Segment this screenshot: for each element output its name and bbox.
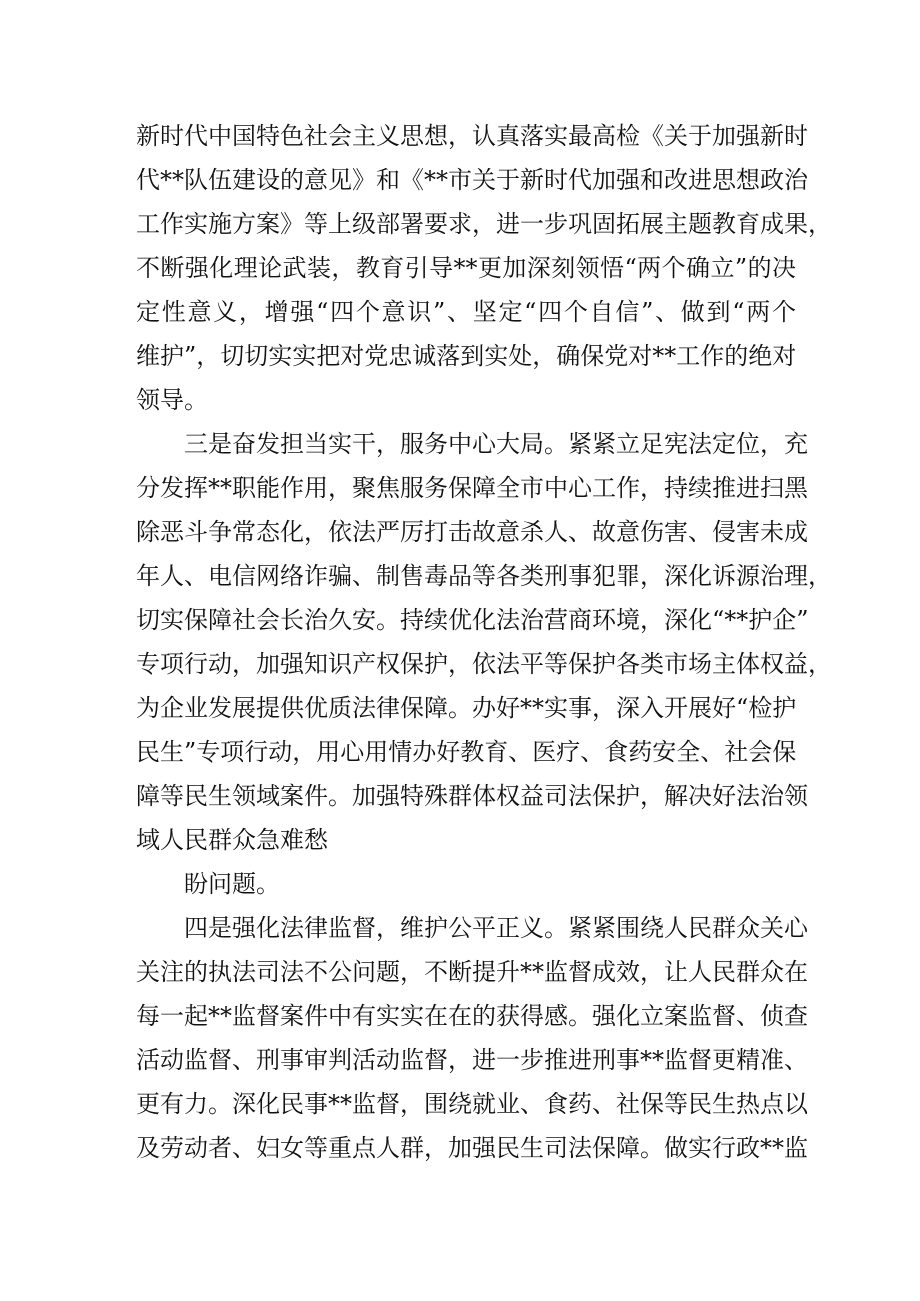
- text-line: 更有力。深化民事**监督，围绕就业、食药、社保等民生热点以: [136, 1090, 808, 1118]
- text-line: 为企业发展提供优质法律保障。办好**实事，深入开展好“检护: [136, 694, 797, 722]
- text-line: 代**队伍建设的意见》和《**市关于新时代加强和改进思想政治: [136, 166, 808, 194]
- text-line: 不断强化理论武装，教育引导**更加深刻领悟“两个确立”的决: [136, 254, 796, 282]
- text-line: 维护”，切切实实把对党忠诚落到实处，确保党对**工作的绝对: [136, 342, 797, 370]
- text-line: 及劳动者、妇女等重点人群，加强民生司法保障。做实行政**监: [136, 1134, 808, 1162]
- text-line: 盼问题。: [184, 870, 280, 898]
- text-line: 专项行动，加强知识产权保护，依法平等保护各类市场主体权益，: [136, 650, 832, 678]
- text-line: 分发挥**职能作用，聚焦服务保障全市中心工作，持续推进扫黑: [136, 474, 808, 502]
- text-line: 每一起**监督案件中有实实在在的获得感。强化立案监督、侦查: [136, 1002, 808, 1030]
- paragraph-heading-line: 四是强化法律监督，维护公平正义。紧紧围绕人民群众关心: [184, 914, 808, 942]
- text-line: 领导。: [136, 386, 208, 414]
- text-line: 关注的执法司法不公问题，不断提升**监督成效，让人民群众在: [136, 958, 808, 986]
- text-line: 障等民生领域案件。加强特殊群体权益司法保护，解决好法治领: [136, 782, 808, 810]
- text-line: 域人民群众急难愁: [136, 826, 328, 854]
- text-line: 新时代中国特色社会主义思想，认真落实最高检《关于加强新时: [136, 122, 808, 150]
- text-line: 年人、电信网络诈骗、制售毒品等各类刑事犯罪，深化诉源治理，: [136, 562, 832, 590]
- paragraph-heading-line: 三是奋发担当实干，服务中心大局。紧紧立足宪法定位，充: [184, 430, 808, 458]
- text-line: 切实保障社会长治久安。持续优化法治营商环境，深化“**护企”: [136, 606, 809, 634]
- text-line: 定性意义，增强“四个意识”、坚定“四个自信”、做到“两个: [136, 298, 796, 326]
- text-line: 活动监督、刑事审判活动监督，进一步推进刑事**监督更精准、: [136, 1046, 808, 1074]
- text-line: 除恶斗争常态化，依法严厉打击故意杀人、故意伤害、侵害未成: [136, 518, 808, 546]
- text-line: 工作实施方案》等上级部署要求，进一步巩固拓展主题教育成果，: [136, 210, 832, 238]
- text-line: 民生”专项行动，用心用情办好教育、医疗、食药安全、社会保: [136, 738, 797, 766]
